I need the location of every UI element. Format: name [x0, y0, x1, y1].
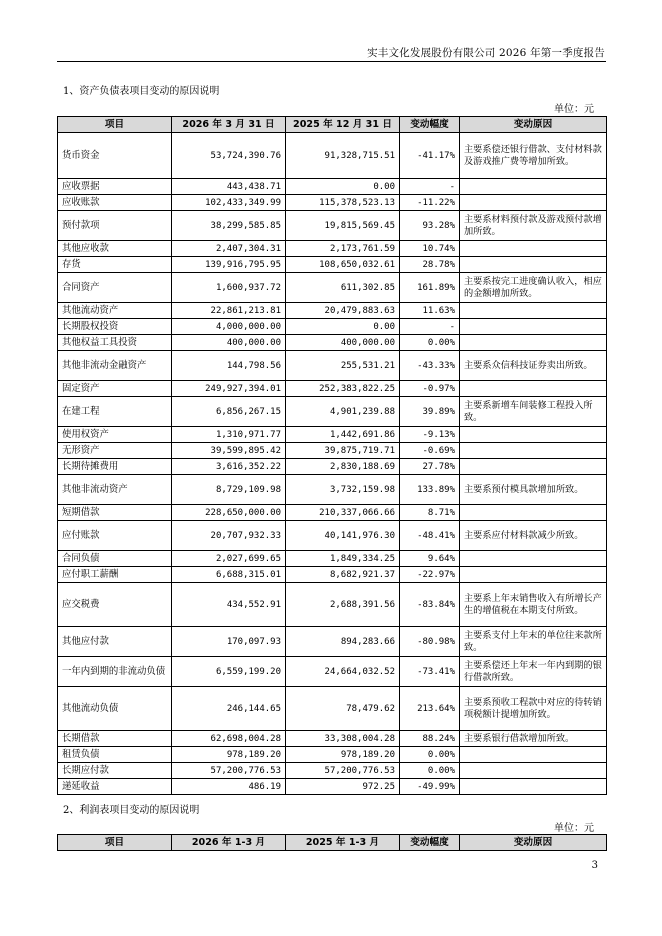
row-current-value: 6,856,267.15 — [172, 397, 286, 427]
column-header-prior: 2025 年 12 月 31 日 — [286, 117, 400, 133]
balance-section-title: 1、资产负债表项目变动的原因说明 — [63, 86, 220, 97]
row-current-value: 22,861,213.81 — [172, 303, 286, 319]
row-current-value: 53,724,390.76 — [172, 133, 286, 179]
row-change-percent: -41.17% — [400, 133, 460, 179]
row-prior-value: 108,650,032.61 — [286, 257, 400, 273]
row-change-percent: -9.13% — [400, 427, 460, 443]
table-row — [58, 273, 607, 303]
row-change-percent: 213.64% — [400, 687, 460, 731]
column-header-change: 变动幅度 — [400, 835, 460, 851]
row-change-percent: -43.33% — [400, 351, 460, 381]
row-prior-value: 0.00 — [286, 179, 400, 195]
table-row — [58, 687, 607, 731]
row-item-name: 递延收益 — [58, 779, 172, 795]
row-item-name: 其他非流动金融资产 — [58, 351, 172, 381]
row-item-name: 其他流动负债 — [58, 687, 172, 731]
row-item-name: 其他非流动资产 — [58, 475, 172, 505]
row-change-percent: 10.74% — [400, 241, 460, 257]
row-change-percent: - — [400, 319, 460, 335]
row-current-value: 2,407,304.31 — [172, 241, 286, 257]
row-prior-value: 252,383,822.25 — [286, 381, 400, 397]
row-item-name: 其他权益工具投资 — [58, 335, 172, 351]
row-change-reason: 主要系众信科技证券卖出所致。 — [460, 351, 607, 381]
table-row — [58, 505, 607, 521]
row-change-reason: 主要系上年末销售收入有所增长产生的增值税在本期支付所致。 — [460, 583, 607, 627]
row-item-name: 长期待摊费用 — [58, 459, 172, 475]
row-change-reason — [460, 427, 607, 443]
row-change-percent: 0.00% — [400, 747, 460, 763]
row-item-name: 一年内到期的非流动负债 — [58, 657, 172, 687]
row-item-name: 固定资产 — [58, 381, 172, 397]
row-prior-value: 210,337,066.66 — [286, 505, 400, 521]
row-item-name: 合同资产 — [58, 273, 172, 303]
row-change-reason: 主要系新增车间装修工程投入所致。 — [460, 397, 607, 427]
row-current-value: 1,310,971.77 — [172, 427, 286, 443]
row-item-name: 其他应付款 — [58, 627, 172, 657]
row-current-value: 144,798.56 — [172, 351, 286, 381]
row-current-value: 102,433,349.99 — [172, 195, 286, 211]
row-prior-value: 4,901,239.88 — [286, 397, 400, 427]
column-header-current: 2026 年 1-3 月 — [172, 835, 286, 851]
table-row — [58, 351, 607, 381]
row-prior-value: 39,875,719.71 — [286, 443, 400, 459]
row-item-name: 其他应收款 — [58, 241, 172, 257]
report-header-title: 实丰文化发展股份有限公司 2026 年第一季度报告 — [367, 47, 605, 59]
table-row — [58, 763, 607, 779]
row-prior-value: 91,328,715.51 — [286, 133, 400, 179]
row-prior-value: 972.25 — [286, 779, 400, 795]
row-current-value: 139,916,795.95 — [172, 257, 286, 273]
row-prior-value: 57,200,776.53 — [286, 763, 400, 779]
table-row — [58, 627, 607, 657]
balance-table-body — [58, 133, 607, 795]
row-current-value: 228,650,000.00 — [172, 505, 286, 521]
row-current-value: 443,438.71 — [172, 179, 286, 195]
row-current-value: 249,927,394.01 — [172, 381, 286, 397]
table-row — [58, 241, 607, 257]
row-change-reason — [460, 747, 607, 763]
row-change-percent: 8.71% — [400, 505, 460, 521]
table-header-row — [58, 835, 607, 851]
profit-unit-label: 单位：元 — [554, 823, 594, 834]
row-change-reason: 主要系预收工程款中对应的待转销项税额计提增加所致。 — [460, 687, 607, 731]
table-row — [58, 551, 607, 567]
table-row — [58, 381, 607, 397]
row-current-value: 20,707,932.33 — [172, 521, 286, 551]
row-change-reason — [460, 551, 607, 567]
row-item-name: 在建工程 — [58, 397, 172, 427]
table-row — [58, 521, 607, 551]
row-change-reason — [460, 443, 607, 459]
row-change-percent: 27.78% — [400, 459, 460, 475]
row-current-value: 57,200,776.53 — [172, 763, 286, 779]
row-item-name: 应付账款 — [58, 521, 172, 551]
row-current-value: 1,600,937.72 — [172, 273, 286, 303]
table-row — [58, 211, 607, 241]
row-change-percent: 0.00% — [400, 763, 460, 779]
row-item-name: 长期应付款 — [58, 763, 172, 779]
row-change-reason: 主要系支付上年末的单位往来款所致。 — [460, 627, 607, 657]
row-current-value: 8,729,109.98 — [172, 475, 286, 505]
row-change-reason — [460, 335, 607, 351]
row-current-value: 39,599,895.42 — [172, 443, 286, 459]
table-row — [58, 303, 607, 319]
column-header-item: 项目 — [58, 835, 172, 851]
column-header-item: 项目 — [58, 117, 172, 133]
table-row — [58, 747, 607, 763]
table-row — [58, 657, 607, 687]
column-header-reason: 变动原因 — [460, 117, 607, 133]
row-item-name: 应收账款 — [58, 195, 172, 211]
table-row — [58, 335, 607, 351]
row-change-percent: - — [400, 179, 460, 195]
column-header-prior: 2025 年 1-3 月 — [286, 835, 400, 851]
row-item-name: 应收票据 — [58, 179, 172, 195]
row-change-percent: 28.78% — [400, 257, 460, 273]
row-change-percent: -48.41% — [400, 521, 460, 551]
row-change-reason — [460, 179, 607, 195]
row-change-percent: 11.63% — [400, 303, 460, 319]
row-change-percent: -80.98% — [400, 627, 460, 657]
column-header-reason: 变动原因 — [460, 835, 607, 851]
row-current-value: 6,559,199.20 — [172, 657, 286, 687]
row-current-value: 246,144.65 — [172, 687, 286, 731]
row-current-value: 3,616,352.22 — [172, 459, 286, 475]
table-row — [58, 397, 607, 427]
row-item-name: 预付款项 — [58, 211, 172, 241]
row-item-name: 使用权资产 — [58, 427, 172, 443]
row-current-value: 486.19 — [172, 779, 286, 795]
row-current-value: 400,000.00 — [172, 335, 286, 351]
row-prior-value: 2,173,761.59 — [286, 241, 400, 257]
row-change-reason: 主要系偿还银行借款、支付材料款及游戏推广费等增加所致。 — [460, 133, 607, 179]
row-prior-value: 978,189.20 — [286, 747, 400, 763]
row-change-reason — [460, 779, 607, 795]
row-change-percent: 39.89% — [400, 397, 460, 427]
column-header-change: 变动幅度 — [400, 117, 460, 133]
row-change-percent: -11.22% — [400, 195, 460, 211]
row-prior-value: 3,732,159.98 — [286, 475, 400, 505]
balance-sheet-table — [57, 116, 607, 795]
page-number: 3 — [591, 860, 598, 871]
row-prior-value: 2,688,391.56 — [286, 583, 400, 627]
row-change-reason: 主要系按完工进度确认收入，相应的金额增加所致。 — [460, 273, 607, 303]
row-prior-value: 20,479,883.63 — [286, 303, 400, 319]
table-row — [58, 567, 607, 583]
row-current-value: 978,189.20 — [172, 747, 286, 763]
table-row — [58, 319, 607, 335]
row-change-reason — [460, 459, 607, 475]
row-prior-value: 400,000.00 — [286, 335, 400, 351]
row-change-percent: -73.41% — [400, 657, 460, 687]
row-current-value: 62,698,004.28 — [172, 731, 286, 747]
table-row — [58, 459, 607, 475]
row-item-name: 其他流动资产 — [58, 303, 172, 319]
header-divider — [57, 61, 606, 62]
row-change-reason — [460, 763, 607, 779]
table-row — [58, 427, 607, 443]
row-current-value: 2,027,699.65 — [172, 551, 286, 567]
table-row — [58, 475, 607, 505]
row-current-value: 434,552.91 — [172, 583, 286, 627]
table-header-row — [58, 117, 607, 133]
table-row — [58, 443, 607, 459]
profit-table — [57, 834, 607, 851]
row-change-reason: 主要系材料预付款及游戏预付款增加所致。 — [460, 211, 607, 241]
row-prior-value: 1,849,334.25 — [286, 551, 400, 567]
table-row — [58, 257, 607, 273]
row-prior-value: 24,664,032.52 — [286, 657, 400, 687]
profit-section-title: 2、利润表项目变动的原因说明 — [63, 805, 200, 816]
table-row — [58, 133, 607, 179]
row-change-reason — [460, 195, 607, 211]
row-change-percent: -22.97% — [400, 567, 460, 583]
row-prior-value: 1,442,691.86 — [286, 427, 400, 443]
row-change-reason: 主要系偿还上年末一年内到期的银行借款所致。 — [460, 657, 607, 687]
row-current-value: 38,299,585.85 — [172, 211, 286, 241]
row-item-name: 合同负债 — [58, 551, 172, 567]
row-item-name: 无形资产 — [58, 443, 172, 459]
row-item-name: 应交税费 — [58, 583, 172, 627]
row-change-percent: 9.64% — [400, 551, 460, 567]
row-change-percent: -83.84% — [400, 583, 460, 627]
row-prior-value: 33,308,004.28 — [286, 731, 400, 747]
row-change-percent: 88.24% — [400, 731, 460, 747]
row-change-percent: -49.99% — [400, 779, 460, 795]
row-change-reason — [460, 505, 607, 521]
row-item-name: 应付职工薪酬 — [58, 567, 172, 583]
row-change-percent: -0.69% — [400, 443, 460, 459]
row-item-name: 存货 — [58, 257, 172, 273]
row-change-reason — [460, 381, 607, 397]
row-prior-value: 894,283.66 — [286, 627, 400, 657]
row-change-reason: 主要系应付材料款减少所致。 — [460, 521, 607, 551]
row-change-reason — [460, 241, 607, 257]
row-change-reason: 主要系银行借款增加所致。 — [460, 731, 607, 747]
row-item-name: 租赁负债 — [58, 747, 172, 763]
row-prior-value: 78,479.62 — [286, 687, 400, 731]
row-item-name: 货币资金 — [58, 133, 172, 179]
row-prior-value: 255,531.21 — [286, 351, 400, 381]
row-change-percent: -0.97% — [400, 381, 460, 397]
row-change-percent: 0.00% — [400, 335, 460, 351]
row-item-name: 长期借款 — [58, 731, 172, 747]
balance-unit-label: 单位：元 — [554, 104, 594, 115]
row-change-reason — [460, 567, 607, 583]
row-change-percent: 93.28% — [400, 211, 460, 241]
row-prior-value: 611,302.85 — [286, 273, 400, 303]
row-current-value: 4,000,000.00 — [172, 319, 286, 335]
row-prior-value: 115,378,523.13 — [286, 195, 400, 211]
row-prior-value: 19,815,569.45 — [286, 211, 400, 241]
row-prior-value: 2,830,188.69 — [286, 459, 400, 475]
table-row — [58, 583, 607, 627]
row-item-name: 长期股权投资 — [58, 319, 172, 335]
table-row — [58, 179, 607, 195]
row-prior-value: 40,141,976.30 — [286, 521, 400, 551]
row-prior-value: 8,682,921.37 — [286, 567, 400, 583]
row-change-reason: 主要系预付模具款增加所致。 — [460, 475, 607, 505]
row-current-value: 170,097.93 — [172, 627, 286, 657]
row-change-reason — [460, 303, 607, 319]
row-change-reason — [460, 257, 607, 273]
table-row — [58, 195, 607, 211]
row-item-name: 短期借款 — [58, 505, 172, 521]
column-header-current: 2026 年 3 月 31 日 — [172, 117, 286, 133]
row-change-reason — [460, 319, 607, 335]
table-row — [58, 731, 607, 747]
row-current-value: 6,688,315.01 — [172, 567, 286, 583]
row-change-percent: 133.89% — [400, 475, 460, 505]
row-change-percent: 161.89% — [400, 273, 460, 303]
row-prior-value: 0.00 — [286, 319, 400, 335]
table-row — [58, 779, 607, 795]
